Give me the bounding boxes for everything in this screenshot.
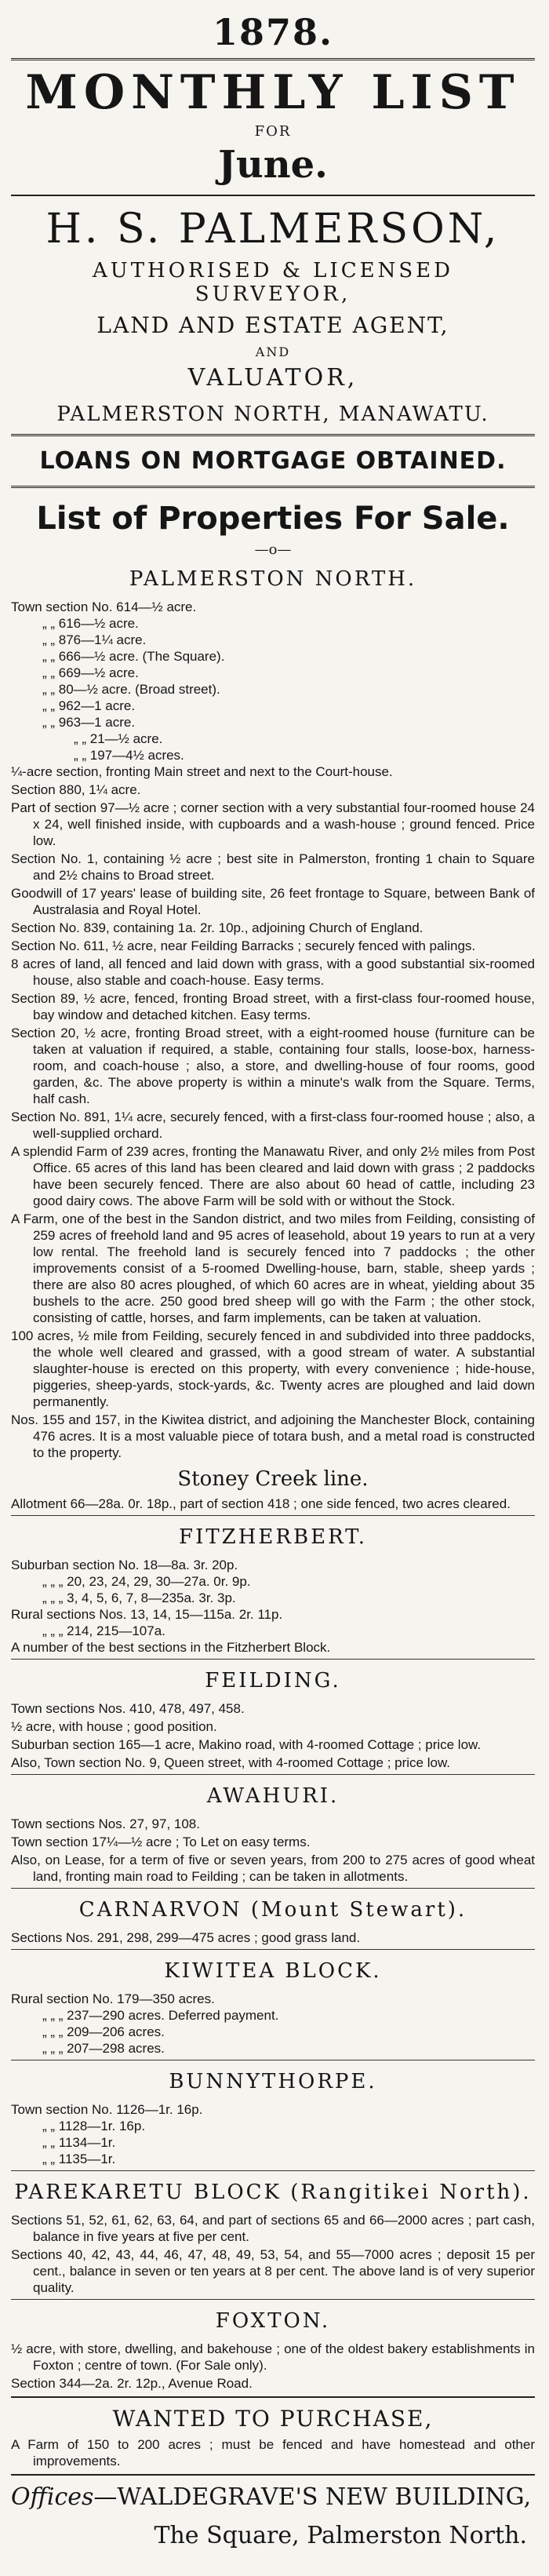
section-heading-fitzherbert: FITZHERBERT. — [179, 1525, 367, 1549]
listing: 8 acres of land, all fenced and laid down with grass, with a good substantial six-roomed house, also stable and coach-house. Easy terms. — [11, 956, 535, 988]
agent-title-land-agent: LAND AND ESTATE AGENT, — [96, 312, 449, 338]
divider — [11, 1659, 535, 1660]
loans-banner: LOANS ON MORTGAGE OBTAINED. — [39, 447, 507, 475]
listing: ½ acre, with house ; good position. — [11, 1719, 217, 1734]
section-heading-awahuri: AWAHURI. — [206, 1784, 340, 1808]
list-item: „ „ „ 20, 23, 24, 29, 30—27a. 0r. 9p. — [42, 1574, 251, 1589]
divider — [11, 1888, 535, 1889]
divider — [11, 2170, 535, 2171]
month: June. — [218, 143, 328, 187]
listing: 100 acres, ½ mile from Feilding, securely fenced in and subdivided into three paddocks, the whole well cleared and grassed, with a good stream of water. A substantial slaughter-house is erected on this property, with every convenience ; hide-house, piggeries, sheep-yards, stock-yards, &c. Twenty acres are ploughed and laid down permanently. — [11, 1328, 535, 1409]
listing: ¼-acre section, fronting Main street and next to the Court-house. — [11, 764, 393, 779]
listing: Suburban section 165—1 acre, Makino road, with 4-roomed Cottage ; price low. — [11, 1737, 482, 1752]
listing: Allotment 66—28a. 0r. 18p., part of section 418 ; one side fenced, two acres cleared. — [11, 1496, 511, 1511]
list-item: „ „ 197—4½ acres. — [74, 748, 184, 763]
listing: Goodwill of 17 years' lease of building site, 26 feet frontage to Square, between Bank of Australasia and Royal Hotel. — [11, 886, 535, 917]
list-item: „ „ 669—½ acre. — [42, 665, 139, 680]
list-item: „ „ 963—1 acre. — [42, 715, 136, 730]
listing: Nos. 155 and 157, in the Kiwitea district, and adjoining the Manchester Block, containing 476 acres. It is a most valuable piece of totara bush, and a metal road is constructed to the property. — [11, 1412, 535, 1460]
list-item: „ „ „ 237—290 acres. Deferred payment. — [42, 2008, 279, 2023]
divider — [11, 2299, 535, 2300]
section-heading-kiwitea: KIWITEA BLOCK. — [164, 1959, 382, 1983]
divider — [11, 1949, 535, 1950]
divider — [11, 434, 535, 436]
listing: Section No. 839, containing 1a. 2r. 10p., adjoining Church of England. — [11, 920, 424, 935]
list-item: Suburban section No. 18—8a. 3r. 20p. — [11, 1558, 238, 1572]
list-item: „ „ 876—1¼ acre. — [42, 632, 147, 647]
listing: Section No. 611, ½ acre, near Feilding Barracks ; securely fenced with palings. — [11, 938, 476, 953]
list-item: „ „ „ 207—298 acres. — [42, 2041, 165, 2056]
list-item: Town section No. 1126—1r. 16p. — [11, 2102, 203, 2117]
listing: Sections Nos. 291, 298, 299—475 acres ; good grass land. — [11, 1930, 361, 1945]
listing: Sections 40, 42, 43, 44, 46, 47, 48, 49, 53, 54, and 55—7000 acres ; deposit 15 per cent., balance in seven or ten years at 8 per cent. The above land is of very superior quality. — [11, 2247, 535, 2295]
section-heading-carnarvon: CARNARVON (Mount Stewart). — [78, 1898, 467, 1922]
palmerston-listings — [11, 763, 535, 1461]
offices-label: Offices — [11, 2483, 94, 2511]
listing: Section No. 891, 1¼ acre, securely fenced, with a first-class four-roomed house ; also, a well-supplied orchard. — [11, 1109, 535, 1141]
listing: A splendid Farm of 239 acres, fronting the Manawatu River, and only 2½ miles from Post Office. 65 acres of this land has been cleared and laid down with grass ; 2 paddocks have been securely fenced. There are also about 60 head of cattle, including 23 good dairy cows. The above Farm will be sold with or without the Stock. — [11, 1144, 535, 1208]
list-item: Rural section No. 179—350 acres. — [11, 1991, 215, 2006]
listing: Section 344—2a. 2r. 12p., Avenue Road. — [11, 2376, 253, 2391]
list-item: „ „ 1135—1r. — [42, 2152, 116, 2166]
section-heading-parekaretu: PAREKARETU BLOCK (Rangitikei North). — [14, 2181, 532, 2204]
agent-title-valuator: VALUATOR, — [187, 364, 358, 392]
and-label: AND — [255, 344, 291, 359]
listing: Also, on Lease, for a term of five or seven years, from 200 to 275 acres of good wheat land, fronting main road to Feilding ; can be taken in allotments. — [11, 1853, 535, 1884]
for-label: FOR — [254, 123, 292, 140]
divider — [11, 2396, 535, 2398]
list-item: „ „ 80—½ acre. (Broad street). — [42, 682, 220, 697]
listing: Town sections Nos. 410, 478, 497, 458. — [11, 1701, 245, 1716]
offices-line — [11, 2483, 535, 2511]
list-item: „ „ 666—½ acre. (The Square). — [42, 649, 225, 664]
listing: Town sections Nos. 27, 97, 108. — [11, 1816, 200, 1831]
divider — [11, 195, 535, 196]
list-item: „ „ 21—½ acre. — [74, 731, 163, 746]
divider — [11, 486, 535, 488]
offices-address: —WALDEGRAVE'S NEW BUILDING, — [93, 2483, 532, 2511]
list-item: „ „ 1128—1r. 16p. — [42, 2119, 146, 2133]
year: 1878. — [212, 11, 334, 53]
list-item: „ „ „ 209—206 acres. — [42, 2024, 165, 2039]
listing: Section 20, ½ acre, fronting Broad street, with a eight-roomed house (furniture can be taken at valuation if required, a stable, containing four stalls, loose-box, harness-room, and coach-house ; also, a store, and dwelling-house of four rooms, good garden, &c. The above property is within a minute's walk from the Square. Terms, half cash. — [11, 1026, 535, 1106]
listing: Town section 17¼—½ acre ; To Let on easy terms. — [11, 1835, 311, 1849]
offices-square: The Square, Palmerston North. — [154, 2522, 527, 2549]
divider — [11, 1515, 535, 1516]
section-heading-foxton: FOXTON. — [215, 2309, 331, 2333]
properties-title: List of Properties For Sale. — [36, 501, 510, 537]
wanted-text: A Farm of 150 to 200 acres ; must be fenced and have homestead and other improvements. — [11, 2437, 535, 2469]
section-heading-feilding: FEILDING. — [205, 1669, 341, 1692]
list-item: „ „ „ 214, 215—107a. — [42, 1623, 165, 1638]
listing: Sections 51, 52, 61, 62, 63, 64, and part of sections 65 and 66—2000 acres ; part cash, balance in five years at five per cent. — [11, 2213, 535, 2244]
list-item: „ „ 616—½ acre. — [42, 616, 139, 631]
list-item: Rural sections Nos. 13, 14, 15—115a. 2r. 11p. — [11, 1607, 283, 1622]
list-item: Town section No. 614—½ acre. — [11, 599, 197, 614]
ornament: —o— — [254, 541, 292, 558]
palmerston-town-list — [11, 599, 535, 763]
section-heading-palmerston: PALMERSTON NORTH. — [129, 567, 417, 591]
list-item: „ „ 1134—1r. — [42, 2135, 116, 2150]
section-heading-bunnythorpe: BUNNYTHORPE. — [169, 2070, 377, 2093]
list-title: MONTHLY LIST — [25, 65, 521, 120]
listing: Also, Town section No. 9, Queen street, with 4-roomed Cottage ; price low. — [11, 1755, 451, 1770]
wanted-heading: WANTED TO PURCHASE, — [112, 2406, 434, 2432]
list-item: A number of the best sections in the Fitzherbert Block. — [11, 1640, 331, 1655]
agent-title-surveyor: AUTHORISED & LICENSED SURVEYOR, — [93, 259, 453, 306]
agent-address: PALMERSTON NORTH, MANAWATU. — [56, 403, 489, 426]
listing: Section No. 1, containing ½ acre ; best site in Palmerston, fronting 1 chain to Square and 2½ chains to Broad street. — [11, 851, 535, 883]
listing: Part of section 97—½ acre ; corner section with a very substantial four-roomed house 24 x 24, well finished inside, with cupboards and a wash-house ; ground fenced. Price low. — [11, 800, 535, 848]
listing: Section 89, ½ acre, fenced, fronting Broad street, with a first-class four-roomed house, bay window and detached kitchen. Easy terms. — [11, 991, 535, 1022]
divider — [11, 1774, 535, 1775]
listing: ½ acre, with store, dwelling, and bakehouse ; one of the oldest bakery establishments in Foxton ; centre of town. (For Sale only). — [11, 2341, 535, 2373]
divider — [11, 58, 535, 60]
listing: Section 880, 1¼ acre. — [11, 782, 141, 797]
list-item: „ „ 962—1 acre. — [42, 698, 136, 713]
section-heading-stoney-creek: Stoney Creek line. — [177, 1467, 369, 1491]
divider — [11, 2474, 535, 2476]
listing: A Farm, one of the best in the Sandon district, and two miles from Feilding, consisting of 259 acres of freehold land and 95 acres of leasehold, about 19 years to run at a very low rental. The freehold land is securely fenced into 7 paddocks ; the other improvements consist of a 5-roomed Dwelling-house, barn, stable, sheep yards ; there are also 80 acres ploughed, of which 60 acres are in wheat, yielding about 35 bushels to the acre. 250 good bred sheep will go with the Farm ; the other stock, consisting of cattle, horses, and farm implements, can be taken at valuation. — [11, 1211, 535, 1325]
agent-name: H. S. PALMERSON, — [45, 206, 500, 253]
list-item: „ „ „ 3, 4, 5, 6, 7, 8—235a. 3r. 3p. — [42, 1590, 236, 1605]
